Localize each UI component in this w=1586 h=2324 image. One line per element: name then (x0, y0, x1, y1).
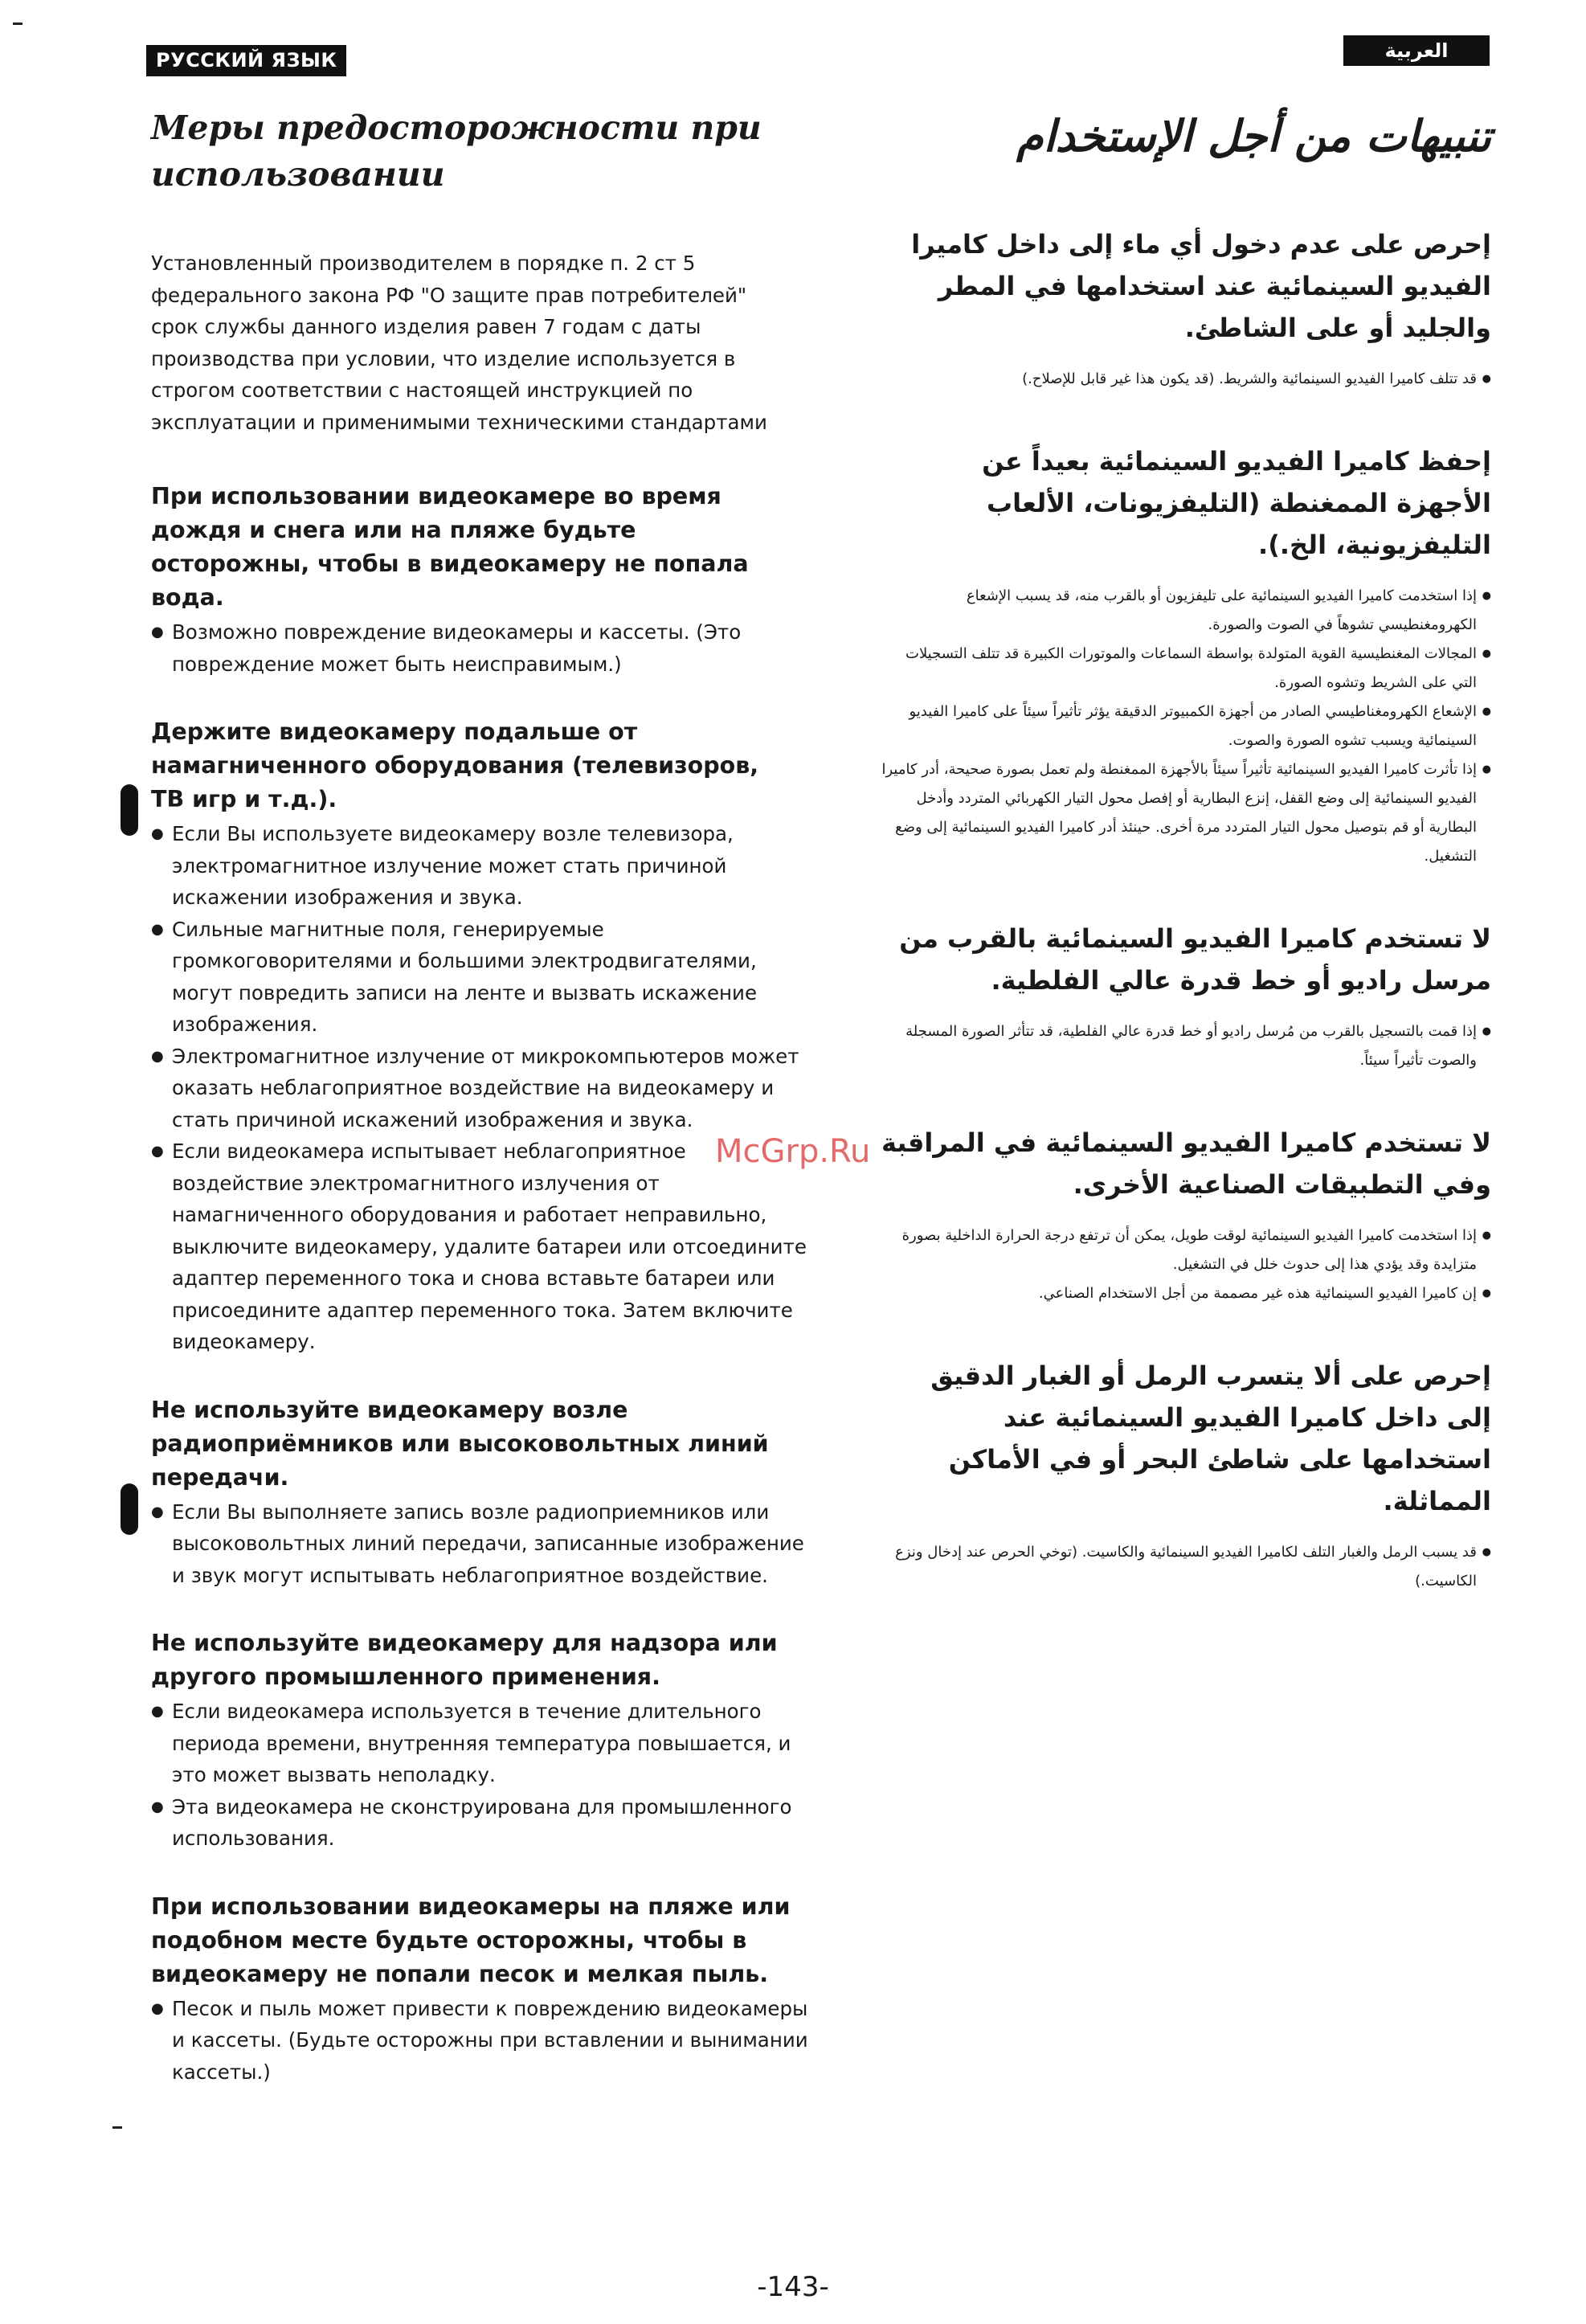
section-heading: При использовании видеокамере во время дождя и снега или на пляже будьте осторожны, чтобы в видеокамеру не попала вода. (151, 483, 749, 611)
arabic-section-sand (881, 1355, 1491, 1596)
bullet-item: ● قد تتلف كاميرا الفيديو السينمائية والشريط. (قد يكون هذا غير قابل للإصلاح.) (881, 365, 1491, 394)
section-heading: لا تستخدم كاميرا الفيديو السينمائية في المراقبة وفي التطبيقات الصناعية الأخرى. (881, 1127, 1491, 1200)
section-heading: Не используйте видеокамеру возле радиоприёмников или высоковольтных линий передачи. (151, 1396, 769, 1491)
section-heading: Держите видеокамеру подальше от намагниченного оборудования (телевизоров, ТВ игр и т.д.). (151, 718, 759, 812)
bullet-item: ● Если Вы выполняете запись возле радиоприемников или высоковольтных линий передачи, записанные изображение и звук могут испытывать неблагоприятное воздействие. (151, 1496, 810, 1592)
bullet-item: ● Эта видеокамера не сконструирована для промышленного использования. (151, 1791, 810, 1855)
bullet-item: ● إذا استخدمت كاميرا الفيديو السينمائية على تليفزيون أو بالقرب منه، قد يسبب الإشعاع الكهرومغنطيسي تشوهاً في الصوت والصورة. (881, 582, 1491, 640)
russian-section-industrial (151, 1626, 810, 1855)
russian-title: Меры предосторожности при использовании (151, 108, 762, 194)
section-heading: إحرص على ألا يتسرب الرمل أو الغبار الدقيق إلى داخل كاميرا الفيديو السينمائية عند استخدامها على شاطئ البحر أو في الأماكن المماثلة. (930, 1360, 1491, 1516)
section-heading: إحرص على عدم دخول أي ماء إلى داخل كاميرا الفيديو السينمائية عند استخدامها في المطر والجليد أو على الشاطئ. (911, 229, 1491, 343)
section-heading: لا تستخدم كاميرا الفيديو السينمائية بالقرب من مرسل راديو أو خط قدرة عالي الفلطية. (899, 923, 1491, 996)
watermark-text: McGrp.Ru (715, 1133, 871, 1170)
page-edge-mark (13, 23, 22, 25)
bullet-item: ● إذا تأثرت كاميرا الفيديو السينمائية تأثيراً سيئاً بالأجهزة الممغنطة ولم تعمل بصورة صحيحة، أدر كاميرا الفيديو السينمائية إلى وضع القفل، إنزع البطارية أو إفصل محول التيار الكهربائي المتردد وأدخل البطارية أو قم بتوصيل محول التيار المتردد مرة أخرى. حينئذ أدر كاميرا الفيديو السينمائية إلى وضع التشغيل. (881, 755, 1491, 871)
page-edge-mark (112, 2126, 122, 2129)
russian-section-magnetic (151, 715, 810, 1358)
russian-section-water (151, 480, 810, 680)
bullet-item: ● Если видеокамера испытывает неблагоприятное воздействие электромагнитного излучения от намагниченного оборудования и работает неправильно, выключите видеокамеру, удалите батареи или отсоедините адаптер переменного тока и снова вставьте батареи или присоедините адаптер переменного тока. Затем включите видеокамеру. (151, 1135, 810, 1358)
bullet-item: ● Возможно повреждение видеокамеры и кассеты. (Это повреждение может быть неисправимым.) (151, 616, 810, 680)
bullet-item: ● الإشعاع الكهرومغناطيسي الصادر من أجهزة الكمبيوتر الدقيقة يؤثر تأثيراً سيئاً على كاميرا الفيديو السينمائية ويسبب تشوه الصورة والصوت. (881, 698, 1491, 755)
bullet-item: ● Если Вы используете видеокамеру возле телевизора, электромагнитное излучение может стать причиной искажении изображения и звука. (151, 818, 810, 914)
bullet-item: ● قد يسبب الرمل والغبار التلف لكاميرا الفيديو السينمائية والكاسيت. (توخي الحرص عند إدخال ونزع الكاسيت.) (881, 1538, 1491, 1596)
bullet-item: ● إذا استخدمت كاميرا الفيديو السينمائية لوقت طويل، يمكن أن ترتفع درجة الحرارة الداخلية بصورة متزايدة وقد يؤدي هذا إلى حدوث خلل في التشغيل. (881, 1221, 1491, 1279)
bullet-item: ● إن كاميرا الفيديو السينمائية هذه غير مصممة من أجل الاستخدام الصناعي. (881, 1279, 1491, 1308)
arabic-section-water (881, 223, 1491, 394)
bullet-item: ● إذا قمت بالتسجيل بالقرب من مُرسل راديو أو خط قدرة عالي الفلطية، قد تتأثر الصورة المسجلة والصوت تأثيراً سيئاً. (881, 1017, 1491, 1075)
bullet-item: ● Песок и пыль может привести к повреждению видеокамеры и кассеты. (Будьте осторожны при вставлении и вынимании кассеты.) (151, 1993, 810, 2089)
russian-section-sand (151, 1890, 810, 2089)
arabic-section-magnetic (881, 440, 1491, 871)
margin-tab-mark (121, 1483, 138, 1535)
arabic-column (881, 104, 1491, 1643)
section-heading: Не используйте видеокамеру для надзора или другого промышленного применения. (151, 1630, 778, 1690)
section-heading: إحفظ كاميرا الفيديو السينمائية بعيداً عن الأجهزة الممغنطة (التليفزيونات، الألعاب التليفزيونية، الخ.). (982, 446, 1491, 560)
arabic-section-radio (881, 918, 1491, 1075)
bullet-item: ● Сильные магнитные поля, генерируемые громкоговорителями и большими электродвигателями, могут повредить записи на ленте и вызвать искажение изображения. (151, 914, 810, 1041)
russian-intro: Установленный производителем в порядке п. 2 ст 5 федерального закона РФ "О защите прав потребителей" срок службы данного изделия равен 7 годам с даты производства при условии, что изделие используется в строгом соответствии с настоящей инструкцией по эксплуатации и применимыми техническими стандартами (151, 252, 767, 434)
bullet-item: ● Если видеокамера используется в течение длительного периода времени, внутренняя температура повышается, и это может вызвать неполадку. (151, 1696, 810, 1791)
arabic-section-industrial (881, 1122, 1491, 1308)
bullet-item: ● المجالات المغنطيسية القوية المتولدة بواسطة السماعات والموتورات الكبيرة قد تتلف التسجيلات التي على الشريط وتشوه الصورة. (881, 640, 1491, 698)
language-tag-arabic: العربية (1343, 35, 1490, 66)
page-number: -143- (757, 2271, 829, 2303)
russian-column (151, 104, 810, 2123)
russian-section-radio (151, 1393, 810, 1592)
margin-tab-mark (121, 784, 138, 836)
arabic-title: تنبيهات من أجل الإستخدام (1016, 111, 1491, 162)
language-tag-russian: РУССКИЙ ЯЗЫК (146, 45, 346, 76)
bullet-item: ● Электромагнитное излучение от микрокомпьютеров может оказать неблагоприятное воздействие на видеокамеру и стать причиной искажений изображения и звука. (151, 1041, 810, 1136)
section-heading: При использовании видеокамеры на пляже или подобном месте будьте осторожны, чтобы в видеокамеру не попали песок и мелкая пыль. (151, 1892, 791, 1987)
